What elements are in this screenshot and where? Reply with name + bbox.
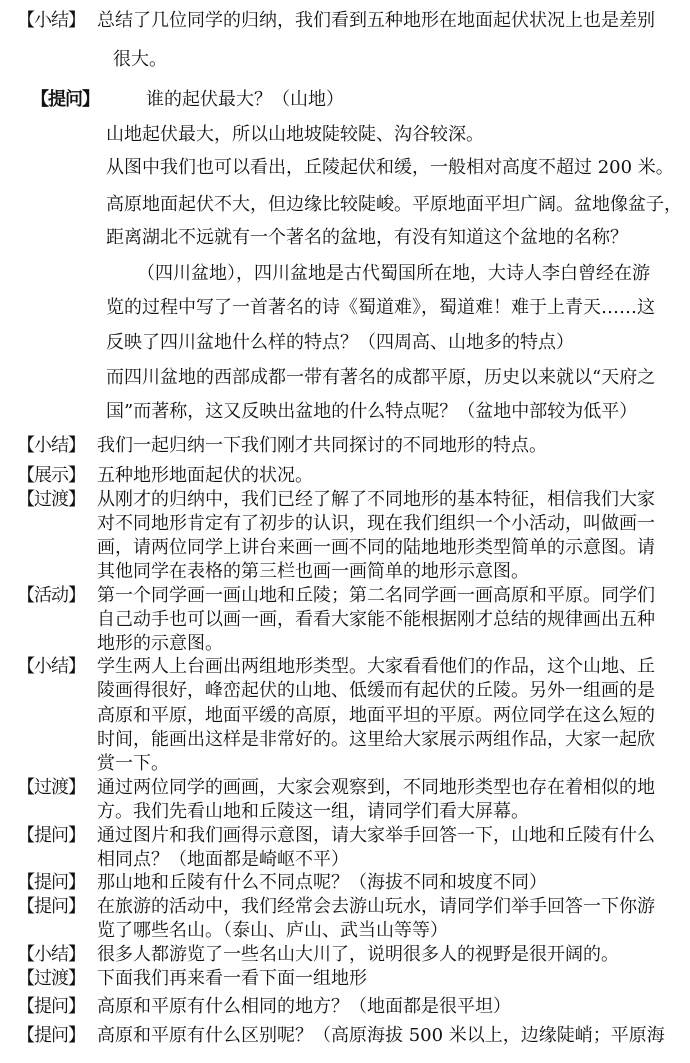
block-text: 自己动手也可以画一画，看看大家能不能根据刚才总结的规律画出五种 [97, 609, 655, 630]
block-text: 高原和平原有什么相同的地方？（地面都是很平坦） [97, 996, 511, 1017]
block-text: 学生两人上台画出两组地形类型。大家看看他们的作品，这个山地、丘 [97, 656, 655, 677]
block-text: 在旅游的活动中，我们经常会去游山玩水，请同学们举手回答一下你游 [97, 896, 655, 917]
block-text: 而四川盆地的西部成都一带有著名的成都平原，历史以来就以“天府之 [106, 367, 656, 388]
block-text: 对不同地形肯定有了初步的认识，现在我们组织一个小活动，叫做画一 [97, 513, 655, 534]
block-tag-summary: 【小结】 [17, 10, 85, 31]
block-text: 谁的起伏最大？（山地） [146, 89, 344, 110]
block-text: （四川盆地），四川盆地是古代蜀国所在地，大诗人李白曾经在游 [137, 263, 650, 284]
block-tag-question: 【提问】 [17, 896, 85, 917]
block-tag-display: 【展示】 [17, 465, 85, 486]
block-text: 反映了四川盆地什么样的特点？（四周高、山地多的特点） [106, 332, 574, 353]
block-text: 赏一下。 [97, 753, 169, 774]
block-text: 五种地形地面起伏的状况。 [97, 465, 313, 486]
block-text: 高原和平原，地面平缓的高原，地面平坦的平原。两位同学在这么短的 [97, 705, 655, 726]
block-text: 从刚才的归纳中，我们已经了解了不同地形的基本特征，相信我们大家 [97, 489, 655, 510]
block-text: 通过两位同学的画画，大家会观察到，不同地形类型也存在着相似的地 [97, 777, 655, 798]
block-tag-question: 【提问】 [17, 1025, 85, 1046]
block-tag-question: 【提问】 [17, 872, 85, 893]
block-text: 览了哪些名山。（泰山、庐山、武当山等等） [97, 920, 448, 941]
block-text: 我们一起归纳一下我们刚才共同探讨的不同地形的特点。 [97, 435, 547, 456]
block-tag-question: 【提问】 [31, 89, 99, 110]
block-text: 陵画得很好，峰峦起伏的山地、低缓而有起伏的丘陵。另外一组画的是 [97, 680, 655, 701]
block-text: 第一个同学画一画山地和丘陵；第二名同学画一画高原和平原。同学们 [97, 585, 655, 606]
block-tag-transition: 【过渡】 [17, 777, 85, 798]
block-tag-summary: 【小结】 [17, 656, 85, 677]
block-text: 总结了几位同学的归纳，我们看到五种地形在地面起伏状况上也是差别 [97, 10, 655, 31]
block-text: 那山地和丘陵有什么不同点呢？（海拔不同和坡度不同） [97, 872, 547, 893]
block-tag-summary: 【小结】 [17, 944, 85, 965]
block-text: 下面我们再来看一看下面一组地形 [97, 968, 367, 989]
block-tag-summary: 【小结】 [17, 435, 85, 456]
block-text: 通过图片和我们画得示意图，请大家举手回答一下，山地和丘陵有什么 [97, 825, 655, 846]
block-text: 从图中我们也可以看出，丘陵起伏和缓，一般相对高度不超过 200 米。 [106, 157, 674, 178]
block-text: 其他同学在表格的第三栏也画一画简单的地形示意图。 [97, 561, 529, 582]
block-text: 画，请两位同学上讲台来画一画不同的陆地地形类型简单的示意图。请 [97, 537, 655, 558]
block-text: 高原地面起伏不大，但边缘比较陡峻。平原地面平坦广阔。盆地像盆子， [106, 194, 682, 215]
block-text: 览的过程中写了一首著名的诗《蜀道难》，蜀道难！难于上青天……这 [106, 297, 655, 318]
block-text: 时间，能画出这样是非常好的。这里给大家展示两组作品，大家一起欣 [97, 729, 655, 750]
block-tag-transition: 【过渡】 [17, 489, 85, 510]
block-text: 相同点？（地面都是崎岖不平） [97, 849, 349, 870]
block-tag-activity: 【活动】 [17, 585, 85, 606]
block-text: 山地起伏最大，所以山地坡陡较陡、沟谷较深。 [106, 124, 484, 145]
block-text: 国”而著称，这又反映出盆地的什么特点呢？（盆地中部较为低平） [106, 401, 638, 422]
block-tag-question: 【提问】 [17, 825, 85, 846]
block-tag-transition: 【过渡】 [17, 968, 85, 989]
block-text: 很大。 [113, 49, 167, 70]
block-text: 高原和平原有什么区别呢？（高原海拔 500 米以上，边缘陡峭；平原海 [97, 1025, 665, 1046]
block-tag-question: 【提问】 [17, 996, 85, 1017]
block-text: 地形的示意图。 [97, 633, 223, 654]
block-text: 很多人都游览了一些名山大川了，说明很多人的视野是很开阔的。 [97, 944, 619, 965]
block-text: 距离湖北不远就有一个著名的盆地，有没有知道这个盆地的名称？ [106, 227, 628, 248]
block-text: 方。我们先看山地和丘陵这一组，请同学们看大屏幕。 [97, 801, 529, 822]
